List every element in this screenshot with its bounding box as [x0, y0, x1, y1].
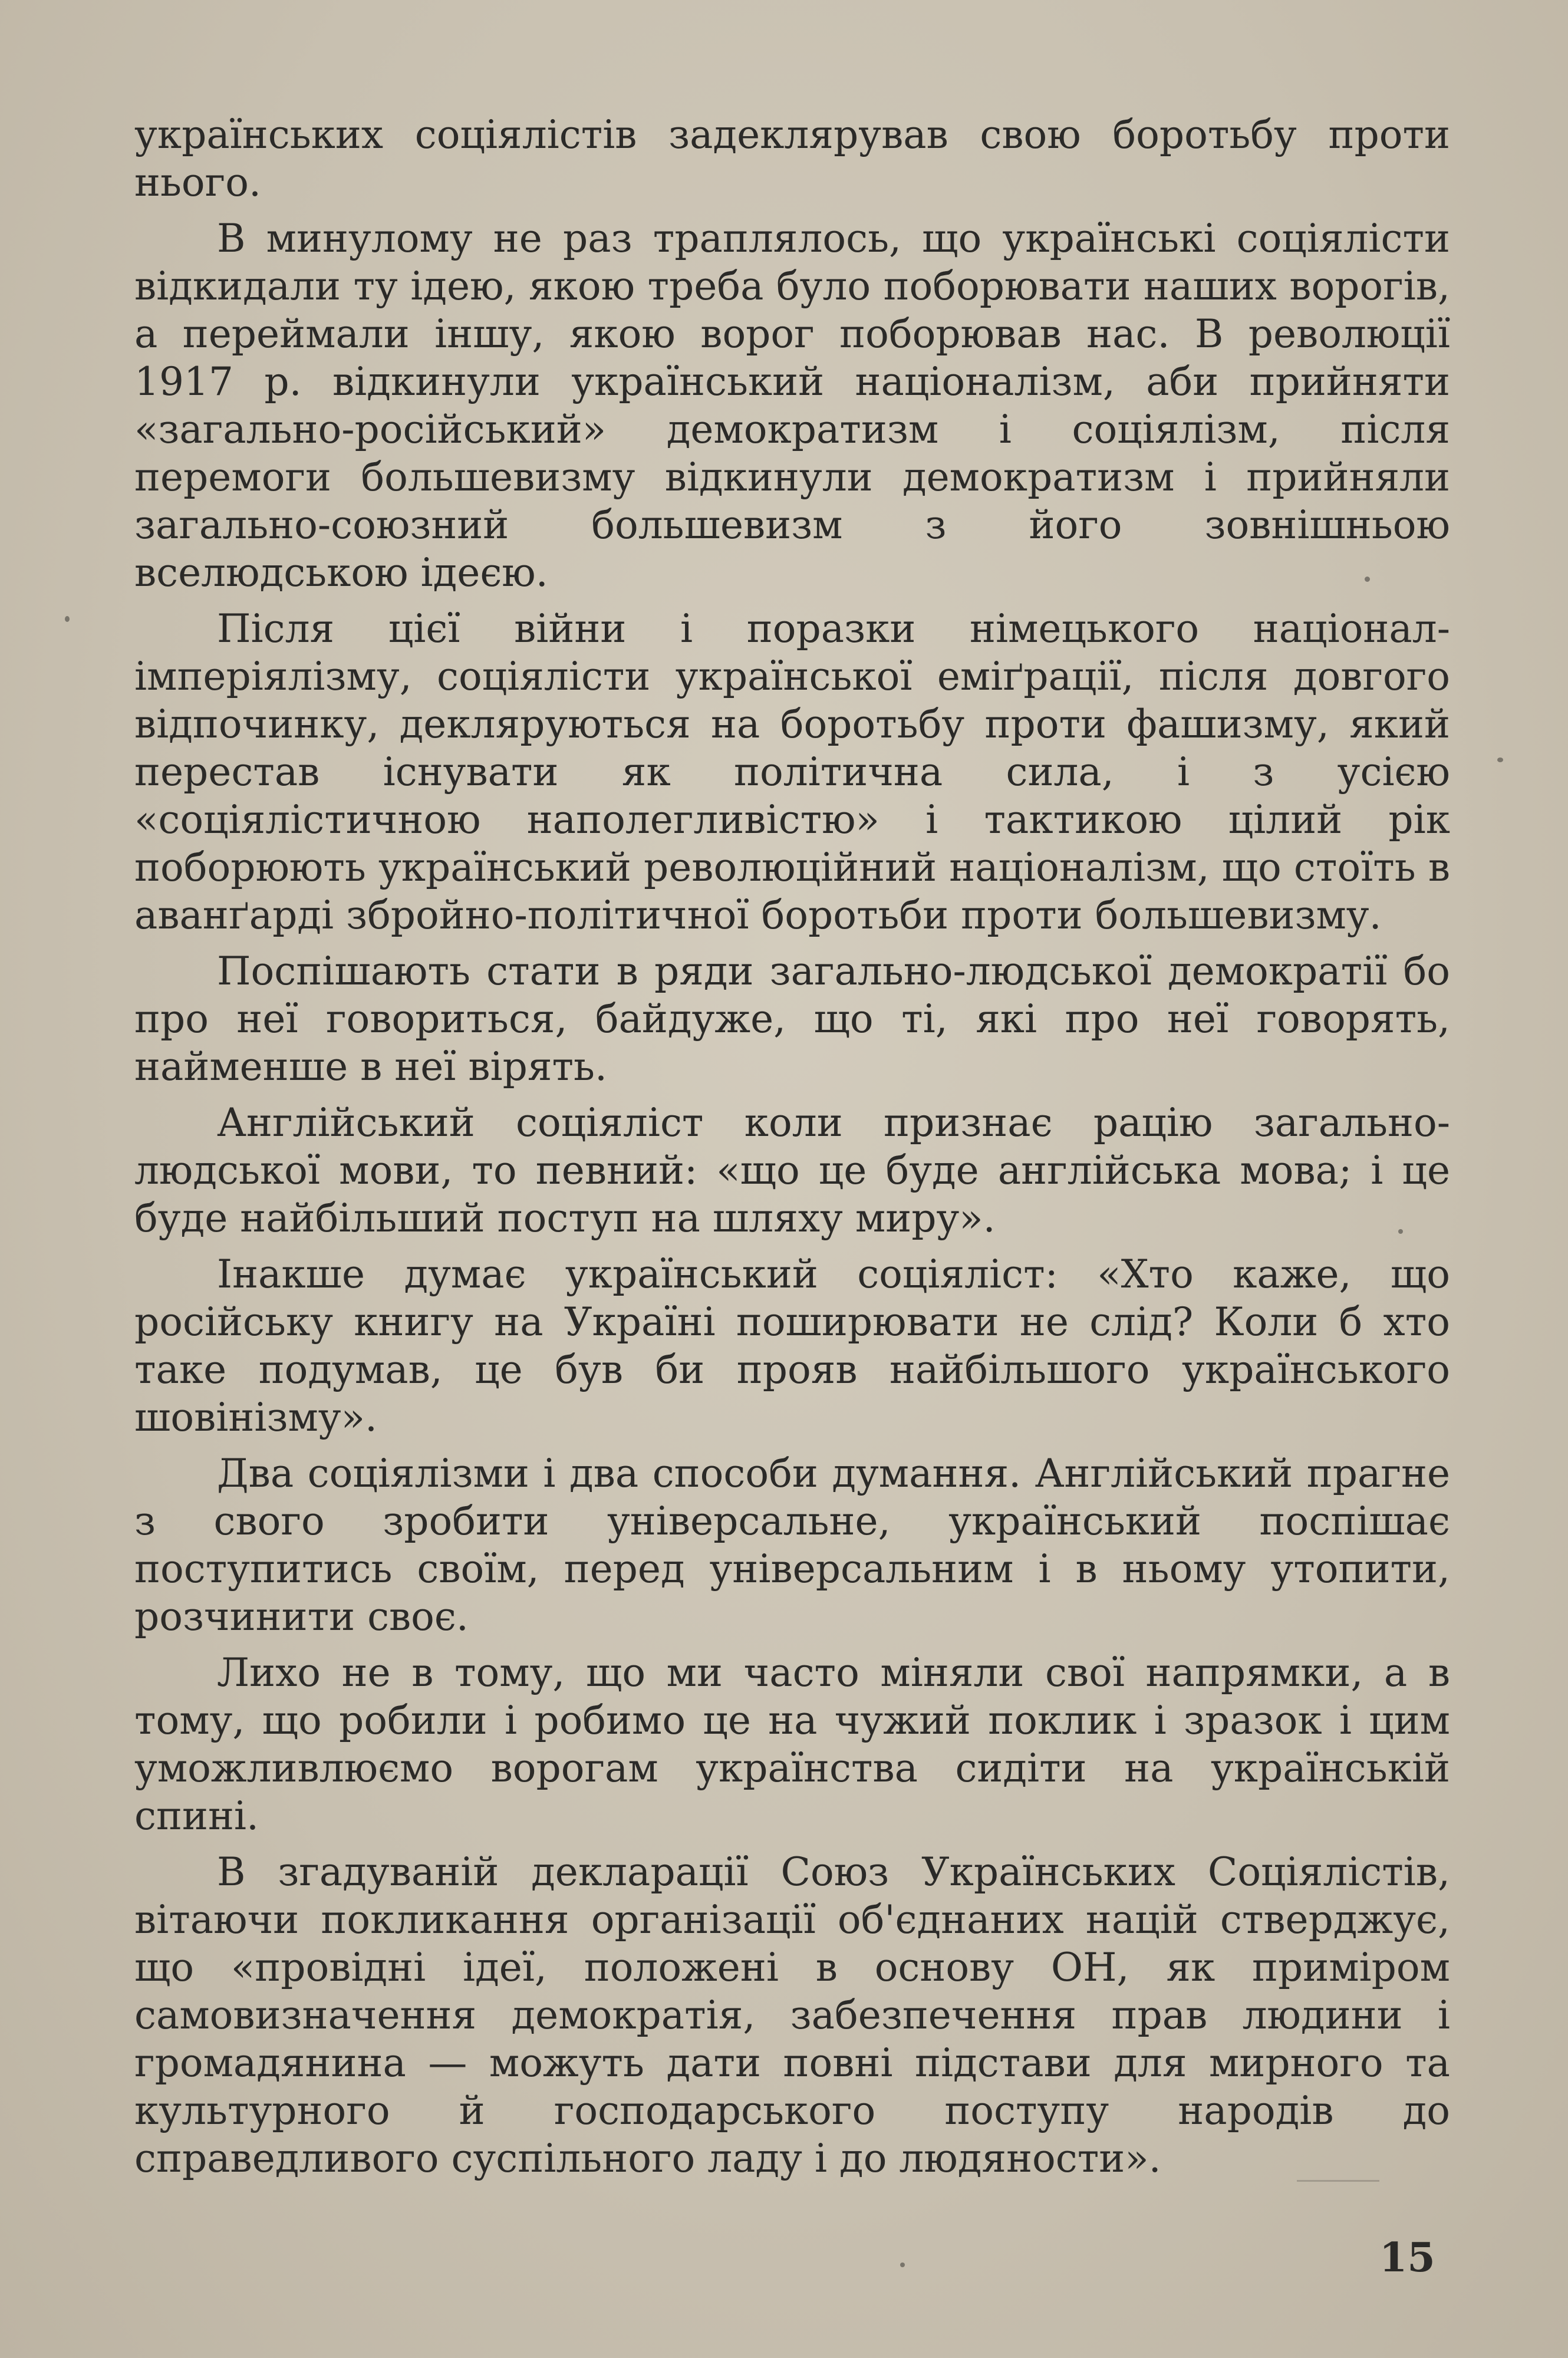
end-rule — [1297, 2180, 1379, 2182]
paragraph-3: Після цієї війни і поразки німецького націонал-імперіялізму, соціялісти української еміґрації, після довгого відпочинку, декляруються на боротьбу проти фашизму, який перестав існувати як політична сила, і з усією «соціялістичною наполегливістю» і тактикою цілий рік поборюють український революційний націоналізм, що стоїть в аванґарді збройно-політичної боротьби проти большевизму. — [134, 606, 1450, 938]
paragraph-6: Інакше думає український соціяліст: «Хто каже, що російську книгу на Україні поширювати не слід? Коли б хто таке подумав, це був би прояв найбільшого українського шовінізму». — [134, 1252, 1450, 1440]
paragraph-2: В минулому не раз траплялось, що українські соціялісти відкидали ту ідею, якою треба було поборювати наших ворогів, а переймали іншу, якою ворог поборював нас. В революції 1917 р. відкинули український націоналізм, аби прийняти «загально-російський» демократизм і соціялізм, після перемоги большевизму відкинули демократизм і прийняли загально-союзний большевизм з його зовнішньою вселюдською ідеєю. — [134, 216, 1450, 595]
paper-speck — [65, 616, 70, 622]
paragraph-9: В згадуваній декларації Союз Українських Соціялістів, вітаючи покликання організації об'єднаних націй стверджує, що «провідні ідеї, положені в основу ОН, як приміром самовизначення демократія, забезпечення прав людини і громадянина — можуть дати повні підстави для мирного та культурного й господарського поступу народів до справедливого суспільного ладу і до людяности». — [134, 1849, 1450, 2181]
paper-speck — [1497, 758, 1503, 762]
paragraph-1: українських соціялістів задеклярував свою боротьбу проти нього. — [134, 112, 1450, 205]
paper-speck — [900, 2263, 905, 2267]
page-number: 15 — [1379, 2234, 1435, 2281]
paper-speck — [1398, 1229, 1403, 1234]
page-body-text — [134, 111, 1450, 2191]
paragraph-4: Поспішають стати в ряди загально-людської демократії бо про неї говориться, байдуже, що ті, які про неї говорять, найменше в неї вірять. — [134, 949, 1450, 1089]
paragraph-7: Два соціялізми і два способи думання. Англійський прагне з свого зробити універсальне, український поспішає поступитись своїм, перед універсальним і в ньому утопити, розчинити своє. — [134, 1451, 1450, 1639]
paragraph-5: Англійський соціяліст коли признає рацію загально-людської мови, то певний: «що це буде англійська мова; і це буде найбільший поступ на шляху миру». — [134, 1100, 1450, 1241]
paper-speck — [1365, 577, 1370, 582]
paragraph-8: Лихо не в тому, що ми часто міняли свої напрямки, а в тому, що робили і робимо це на чужий поклик і зразок і цим уможливлюємо ворогам українства сидіти на українській спині. — [134, 1650, 1450, 1839]
